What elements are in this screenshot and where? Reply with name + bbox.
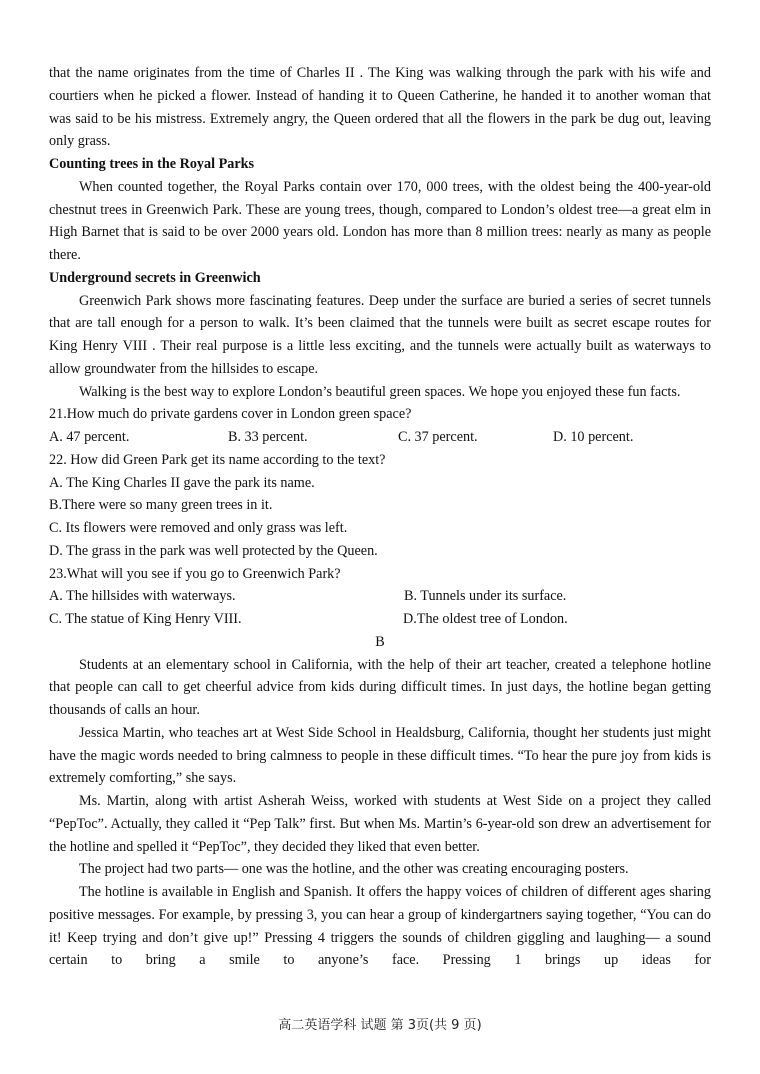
heading-counting-trees: Counting trees in the Royal Parks	[49, 156, 255, 172]
paragraph-green-park-end: that the name originates from the time of Charles II . The King was walking through the park with his wife and courtiers when he picked a flower. Instead of handing it to Queen Catherine, he handed it to another woman that was said to be his mistress. Extremely angry, the Queen ordered that all the flowers in the park be dug out, leaving only grass.	[49, 65, 711, 150]
page-footer: 高二英语学科 试题 第 3页(共 9 页)	[278, 1018, 482, 1033]
passage-b-label: B	[375, 633, 385, 650]
passage-b-paragraph: Jessica Martin, who teaches art at West Side School in Healdsburg, California, thought her students just might have the magic words needed to bring calmness to people in these difficult times. “To hear the pure joy from kids is extremely comforting,” she says.	[49, 724, 711, 787]
paragraph-trees: When counted together, the Royal Parks contain over 170, 000 trees, with the oldest being the 400-year-old chestnut trees in Greenwich Park. These are young trees, though, compared to London’s oldest tree—a great elm in High Barnet that is said to be over 2000 years old. London has more than 8 million trees: nearly as many as people there.	[49, 178, 711, 263]
question-21-stem: 21.How much do private gardens cover in London green space?	[49, 406, 412, 423]
question-22-option-a: A. The King Charles II gave the park its name.	[49, 474, 315, 491]
question-22-option-d: D. The grass in the park was well protected by the Queen.	[49, 542, 378, 559]
question-23-options-row-1	[49, 585, 711, 608]
question-22-stem: 22. How did Green Park get its name according to the text?	[49, 451, 386, 468]
question-23-option-a: A. The hillsides with waterways.	[49, 588, 236, 605]
question-23-option-d: D.The oldest tree of London.	[403, 611, 568, 627]
passage-b-paragraph: Students at an elementary school in California, with the help of their art teacher, created a telephone hotline that people can call to get cheerful advice from kids during difficult times. In just days, the hotline began getting thousands of calls an hour.	[49, 656, 711, 718]
paragraph-greenwich: Greenwich Park shows more fascinating features. Deep under the surface are buried a series of secret tunnels that are tall enough for a person to walk. It’s been claimed that the tunnels were built as secret escape routes for King Henry VIII . Their real purpose is a little less exciting, and the tunnels were actually built as waterways to allow groundwater from the hillsides to escape.	[49, 292, 711, 377]
question-23-options-row-2	[49, 608, 711, 631]
question-21-option-b: B. 33 percent.	[228, 429, 308, 445]
question-21-option-c: C. 37 percent.	[398, 429, 478, 445]
question-22-option-b: B.There were so many green trees in it.	[49, 497, 273, 514]
question-21-options	[49, 426, 711, 449]
question-22-option-c: C. Its flowers were removed and only grass was left.	[49, 520, 348, 536]
question-23-stem: 23.What will you see if you go to Greenwich Park?	[49, 565, 341, 582]
passage-b-paragraph: The hotline is available in English and Spanish. It offers the happy voices of children of different ages sharing positive messages. For example, by pressing 3, you can hear a group of kindergartners saying together, “You can do it! Keep trying and don’t give up!” Pressing 4 triggers the sounds of children giggling and laughing— a sound certain to bring a smile to anyone’s face. Pressing 1 brings up ideas for	[49, 884, 711, 969]
question-23-option-c: C. The statue of King Henry VIII.	[49, 611, 242, 627]
passage-b-paragraph: Ms. Martin, along with artist Asherah Weiss, worked with students at West Side on a project they called “PepToc”. Actually, they called it “Pep Talk” first. But when Ms. Martin’s 6-year-old son drew an advertisement for the hotline and spelled it “PepToc”, they decided they liked that even better.	[49, 793, 711, 855]
heading-greenwich: Underground secrets in Greenwich	[49, 269, 261, 286]
exam-page	[49, 62, 711, 972]
question-21-option-d: D. 10 percent.	[553, 429, 634, 445]
paragraph-closing: Walking is the best way to explore London’s beautiful green spaces. We hope you enjoyed these fun facts.	[79, 383, 681, 400]
question-21-option-a: A. 47 percent.	[49, 429, 130, 445]
passage-b-paragraph: The project had two parts— one was the hotline, and the other was creating encouraging posters.	[79, 861, 629, 878]
question-23-option-b: B. Tunnels under its surface.	[404, 588, 567, 605]
